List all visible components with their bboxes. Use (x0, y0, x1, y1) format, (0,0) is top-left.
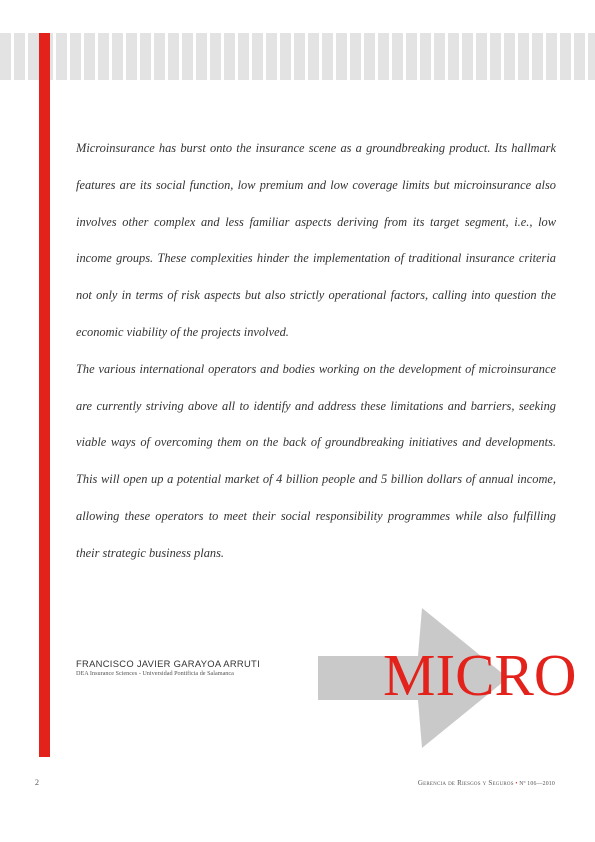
footer-journal (418, 779, 555, 787)
header-stripe-band (0, 33, 595, 80)
issue-number: Nº 106—2010 (519, 781, 555, 787)
author-affiliation: DEA Insurance Sciences - Universidad Pontificia de Salamanca (76, 670, 234, 677)
article-body (76, 130, 556, 572)
author-block (76, 658, 260, 678)
journal-name: Gerencia de Riesgos y Seguros (417, 779, 514, 787)
bullet-icon: • (515, 781, 518, 787)
paragraph-2: The various international operators and bodies working on the development of microinsurance are currently striving above all to identify and address these limitations and barriers, seeking viable ways of overcoming them on the back of groundbreaking initiatives and developments. This will open up a potential market of 4 billion people and 5 billion dollars of annual income, allowing these operators to meet their social responsibility programmes while also fulfilling their strategic business plans. (76, 361, 556, 560)
micro-title: MICRO (383, 642, 577, 708)
author-name: FRANCISCO JAVIER GARAYOA ARRUTI (76, 658, 260, 669)
page-number: 2 (35, 778, 39, 787)
paragraph-1: Microinsurance has burst onto the insurance scene as a groundbreaking product. Its hallmark features are its social function, low premium and low coverage limits but microinsurance also involves other complex and less familiar aspects deriving from its target segment, i.e., low income groups. These complexities hinder the implementation of traditional insurance criteria not only in terms of risk aspects but also strictly operational factors, calling into question the economic viability of the projects involved. (76, 141, 556, 339)
red-vertical-bar (39, 33, 50, 757)
